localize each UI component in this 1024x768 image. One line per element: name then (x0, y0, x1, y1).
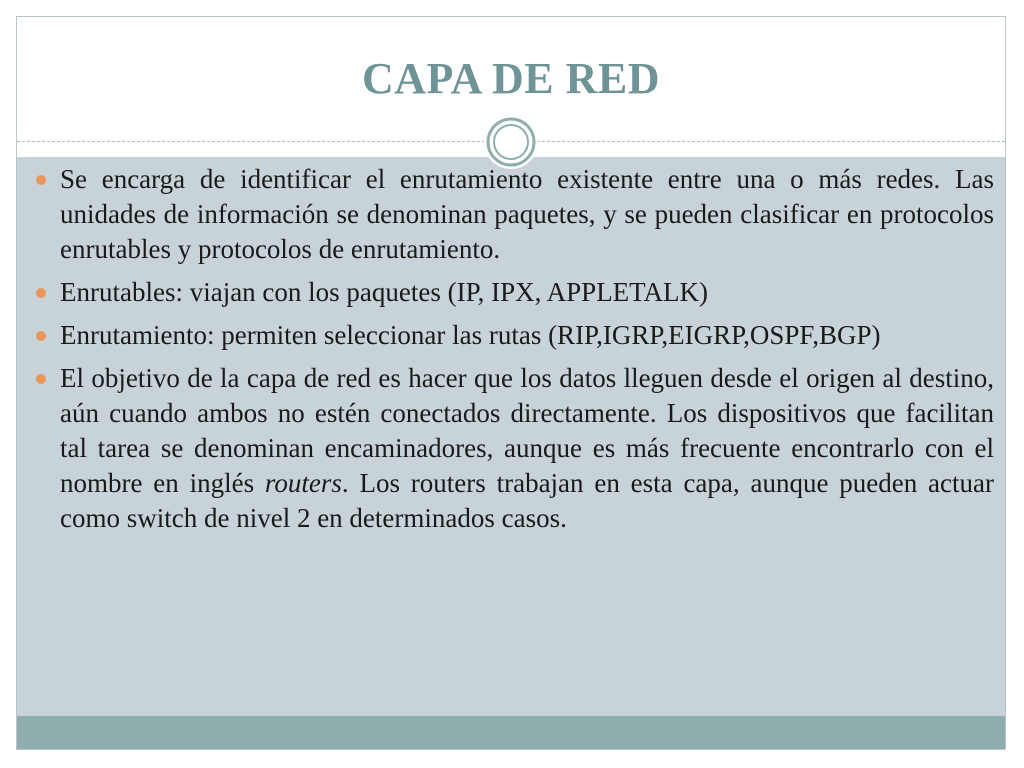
bullet-item (34, 275, 994, 310)
bullet-text-after: . Los routers trabajan en esta capa, aunque pueden actuar como switch de nivel 2 en determinados casos. (60, 468, 994, 533)
bullet-list (34, 162, 994, 544)
dot-bullet-icon (36, 175, 46, 185)
footer-band (17, 716, 1005, 749)
bullet-text: Enrutamiento: permiten seleccionar las rutas (RIP,IGRP,EIGRP,OSPF,BGP) (60, 320, 881, 350)
bullet-text-before: El objetivo de la capa de red es hacer que los datos lleguen desde el origen al destino, aún cuando ambos no estén conectados directamente. Los dispositivos que facilitan tal tarea se denominan encaminadores, aunque es más frecuente encontrarlo con el nombre en inglés (60, 363, 994, 498)
slide-title: CAPA DE RED (361, 54, 661, 103)
dot-bullet-icon (36, 288, 46, 298)
dot-bullet-icon (36, 331, 46, 341)
bullet-item (34, 162, 994, 267)
bullet-text: Enrutables: viajan con los paquetes (IP, IPX, APPLETALK) (60, 277, 708, 307)
bullet-text-italic: routers (264, 468, 342, 498)
bullet-text: Se encarga de identificar el enrutamiento existente entre una o más redes. Las unidades de información se denominan paquetes, y se pueden clasificar en protocolos enrutables y protocolos de enrutamiento. (60, 164, 994, 264)
bullet-item (34, 318, 994, 353)
bullet-item (34, 361, 994, 536)
dot-bullet-icon (36, 374, 46, 384)
